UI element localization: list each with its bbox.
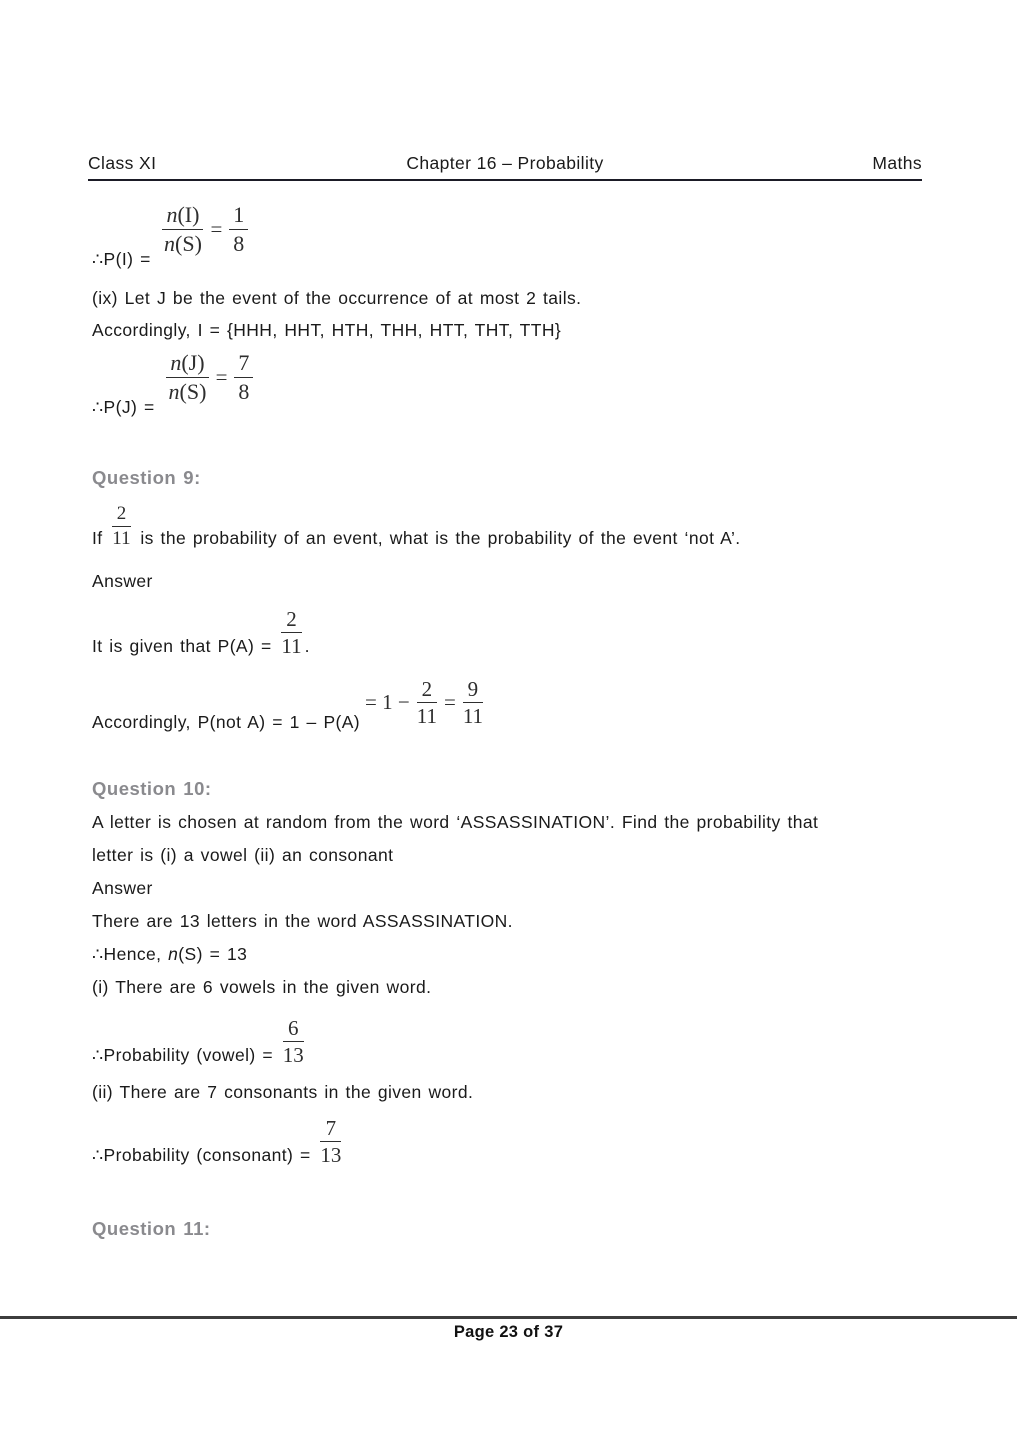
fraction-numerator [166,350,208,378]
fraction-one-eighth [229,202,248,257]
equals-sign: = [210,217,223,241]
fraction-nine-elevenths [463,677,483,728]
math-variable: n [168,944,179,964]
page-number: Page 23 of 37 [453,1323,564,1341]
question-10-statement-line1: A letter is chosen at random from the word ‘ASSASSINATION’. Find the probability that [92,812,819,832]
fraction-six-thirteenths [283,1016,304,1067]
fraction-denominator: 11 [416,704,437,728]
statement-suffix: is the probability of an event, what is the probability of the event ‘not A’. [133,528,741,548]
math-text: (S) [179,379,207,404]
math-variable: n [164,231,176,256]
probability-vowel-line [92,1016,307,1067]
fraction-denominator: 8 [238,379,250,404]
question-10-statement-line2: letter is (i) a vowel (ii) an consonant [92,845,394,865]
math-variable: n [168,379,180,404]
header-subject-label: Maths [872,153,922,173]
question-10-hence-line [92,942,247,966]
fraction-denominator: 11 [281,634,302,658]
probability-vowel-prefix: ∴Probability (vowel) = [92,1045,280,1065]
question-10-heading: Question 10: [92,778,212,799]
probability-consonant-line [92,1116,344,1167]
equation-prefix: ∴P(I) = [92,249,158,269]
probability-consonant-prefix: ∴Probability (consonant) = [92,1145,318,1165]
question-10-vowels-line: (i) There are 6 vowels in the given word. [92,977,432,997]
fraction-n-i-over-n-s [162,202,203,257]
fraction-two-elevenths [417,677,437,728]
math-variable: n [166,202,178,227]
fraction-seven-eighths [234,350,253,405]
page-header [88,153,922,181]
question-9-accordingly-line [92,677,483,734]
question-10-letters-line: There are 13 letters in the word ASSASSINATION. [92,911,513,931]
math-text: (J) [181,350,205,375]
fraction-numerator: 2 [281,607,301,633]
fraction-denominator: 11 [112,528,131,549]
hence-suffix: (S) = 13 [178,944,248,964]
equation-fraction-group [162,202,248,257]
fraction-numerator: 2 [417,677,437,703]
fraction-denominator [166,378,208,405]
math-variable: n [170,350,182,375]
fraction-numerator: 1 [229,202,248,230]
question-9-statement [92,503,741,550]
statement-prefix: If [92,528,110,548]
fraction-denominator: 13 [320,1143,342,1167]
fraction-denominator [162,230,203,257]
fraction-denominator: 8 [233,231,245,256]
math-text: (I) [177,202,200,227]
equation-prefix: ∴P(J) = [92,397,162,417]
question-10-consonants-line: (ii) There are 7 consonants in the given word. [92,1082,474,1102]
equals-sign: = [443,690,456,714]
fraction-n-j-over-n-s [166,350,208,405]
equation-p-of-i [92,202,248,271]
fraction-two-elevenths [112,503,130,550]
question-11-heading: Question 11: [92,1218,211,1239]
fraction-numerator [162,202,203,230]
equation-fraction-group [365,677,483,728]
equation-fraction-group [166,350,253,405]
fraction-two-elevenths [281,607,301,658]
question-9-heading: Question 9: [92,467,201,488]
part-ix-sample-space: Accordingly, I = {HHH, HHT, HTH, THH, HTT, THT, TTH} [92,320,562,340]
fraction-numerator: 6 [283,1016,304,1042]
math-text: (S) [175,231,202,256]
answer-label: Answer [92,571,153,591]
answer-label: Answer [92,878,153,898]
header-chapter-title: Chapter 16 – Probability [406,153,604,173]
given-suffix: . [304,636,310,656]
equals-sign: = [215,365,228,389]
header-class-label: Class XI [88,153,157,173]
equation-terms: = 1 − [365,690,410,714]
fraction-numerator: 7 [320,1116,341,1142]
fraction-denominator: 11 [462,704,484,728]
accordingly-text: Accordingly, P(not A) = 1 – P(A) [92,712,361,732]
footer-divider [0,1316,1017,1319]
question-9-given-line [92,607,310,658]
given-prefix: It is given that P(A) = [92,636,279,656]
fraction-numerator: 7 [234,350,253,378]
part-ix-statement: (ix) Let J be the event of the occurrence of at most 2 tails. [92,288,582,308]
fraction-numerator: 9 [463,677,483,703]
fraction-seven-thirteenths [320,1116,341,1167]
hence-prefix: ∴Hence, [92,944,169,964]
fraction-denominator: 13 [282,1043,304,1067]
equation-p-of-j [92,350,253,419]
fraction-numerator: 2 [112,503,130,527]
